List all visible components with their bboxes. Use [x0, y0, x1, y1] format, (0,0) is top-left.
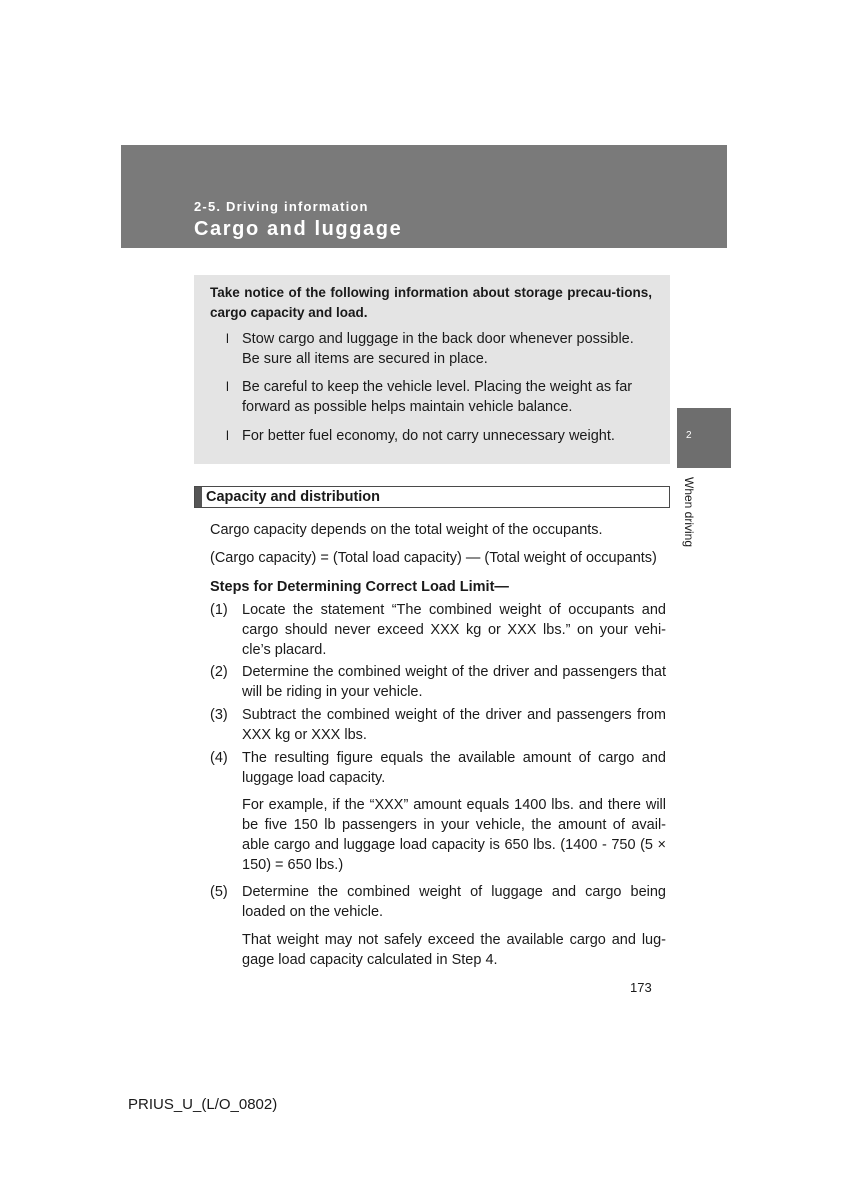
- step4-example: For example, if the “XXX” amount equals 1400 lbs. and there will be five 150 lb passengers in your vehicle, the amount of avail-able cargo and luggage load capacity is 650 lbs. (1400 - 750 (5 × 150) = 650 lbs.): [242, 797, 666, 873]
- section-label: 2-5. Driving information: [194, 199, 369, 214]
- notice-bullet-item: [226, 329, 650, 369]
- step-number: (5): [210, 884, 228, 900]
- bullet-icon: l: [226, 379, 229, 394]
- subsection-marker: [195, 487, 202, 507]
- notice-box: [194, 275, 670, 464]
- page-number: 173: [630, 980, 652, 995]
- step-text: Locate the statement “The combined weight of occupants and cargo should never exceed XXX kg or XXX lbs.” on your vehi-cle’s placard.: [242, 602, 666, 658]
- step-number: (1): [210, 602, 228, 618]
- step-text: Subtract the combined weight of the driver and passengers from XXX kg or XXX lbs.: [242, 707, 666, 743]
- bullet-icon: l: [226, 428, 229, 443]
- notice-bullet-text: Stow cargo and luggage in the back door whenever possible. Be sure all items are secured in place.: [242, 331, 634, 367]
- subsection-title: Capacity and distribution: [206, 489, 381, 505]
- step-item: [210, 748, 666, 788]
- notice-bullet-item: [226, 377, 650, 417]
- step-item: [210, 600, 666, 660]
- subsection-header: [194, 486, 670, 508]
- step-item: [210, 705, 666, 745]
- notice-bullet-item: [226, 426, 650, 446]
- notice-bullet-text: Be careful to keep the vehicle level. Placing the weight as far forward as possible helps maintain vehicle balance.: [242, 379, 633, 415]
- step-text: Determine the combined weight of the driver and passengers that will be riding in your vehicle.: [242, 664, 666, 700]
- steps-heading: Steps for Determining Correct Load Limit—: [210, 579, 509, 595]
- step-item: [210, 882, 666, 922]
- notice-intro: Take notice of the following information about storage precau-tions, cargo capacity and load.: [210, 285, 652, 320]
- step-number: (3): [210, 707, 228, 723]
- step-text: The resulting figure equals the available amount of cargo and luggage load capacity.: [242, 750, 666, 786]
- step-number: (2): [210, 664, 228, 680]
- capacity-intro: Cargo capacity depends on the total weight of the occupants.: [210, 522, 603, 538]
- capacity-formula: (Cargo capacity) = (Total load capacity) — (Total weight of occupants): [210, 550, 657, 566]
- page-title: Cargo and luggage: [194, 218, 403, 240]
- step5-note: That weight may not safely exceed the available cargo and lug-gage load capacity calculated in Step 4.: [242, 932, 666, 968]
- chapter-tab[interactable]: [677, 408, 731, 468]
- chapter-tab-label: When driving: [682, 477, 696, 548]
- footer-document-code: PRIUS_U_(L/O_0802): [128, 1096, 278, 1113]
- bullet-icon: l: [226, 331, 229, 346]
- step-item: [210, 662, 666, 702]
- step-text: Determine the combined weight of luggage and cargo being loaded on the vehicle.: [242, 884, 666, 920]
- notice-bullet-text: For better fuel economy, do not carry unnecessary weight.: [242, 428, 615, 444]
- chapter-tab-number: 2: [686, 430, 692, 441]
- step-number: (4): [210, 750, 228, 766]
